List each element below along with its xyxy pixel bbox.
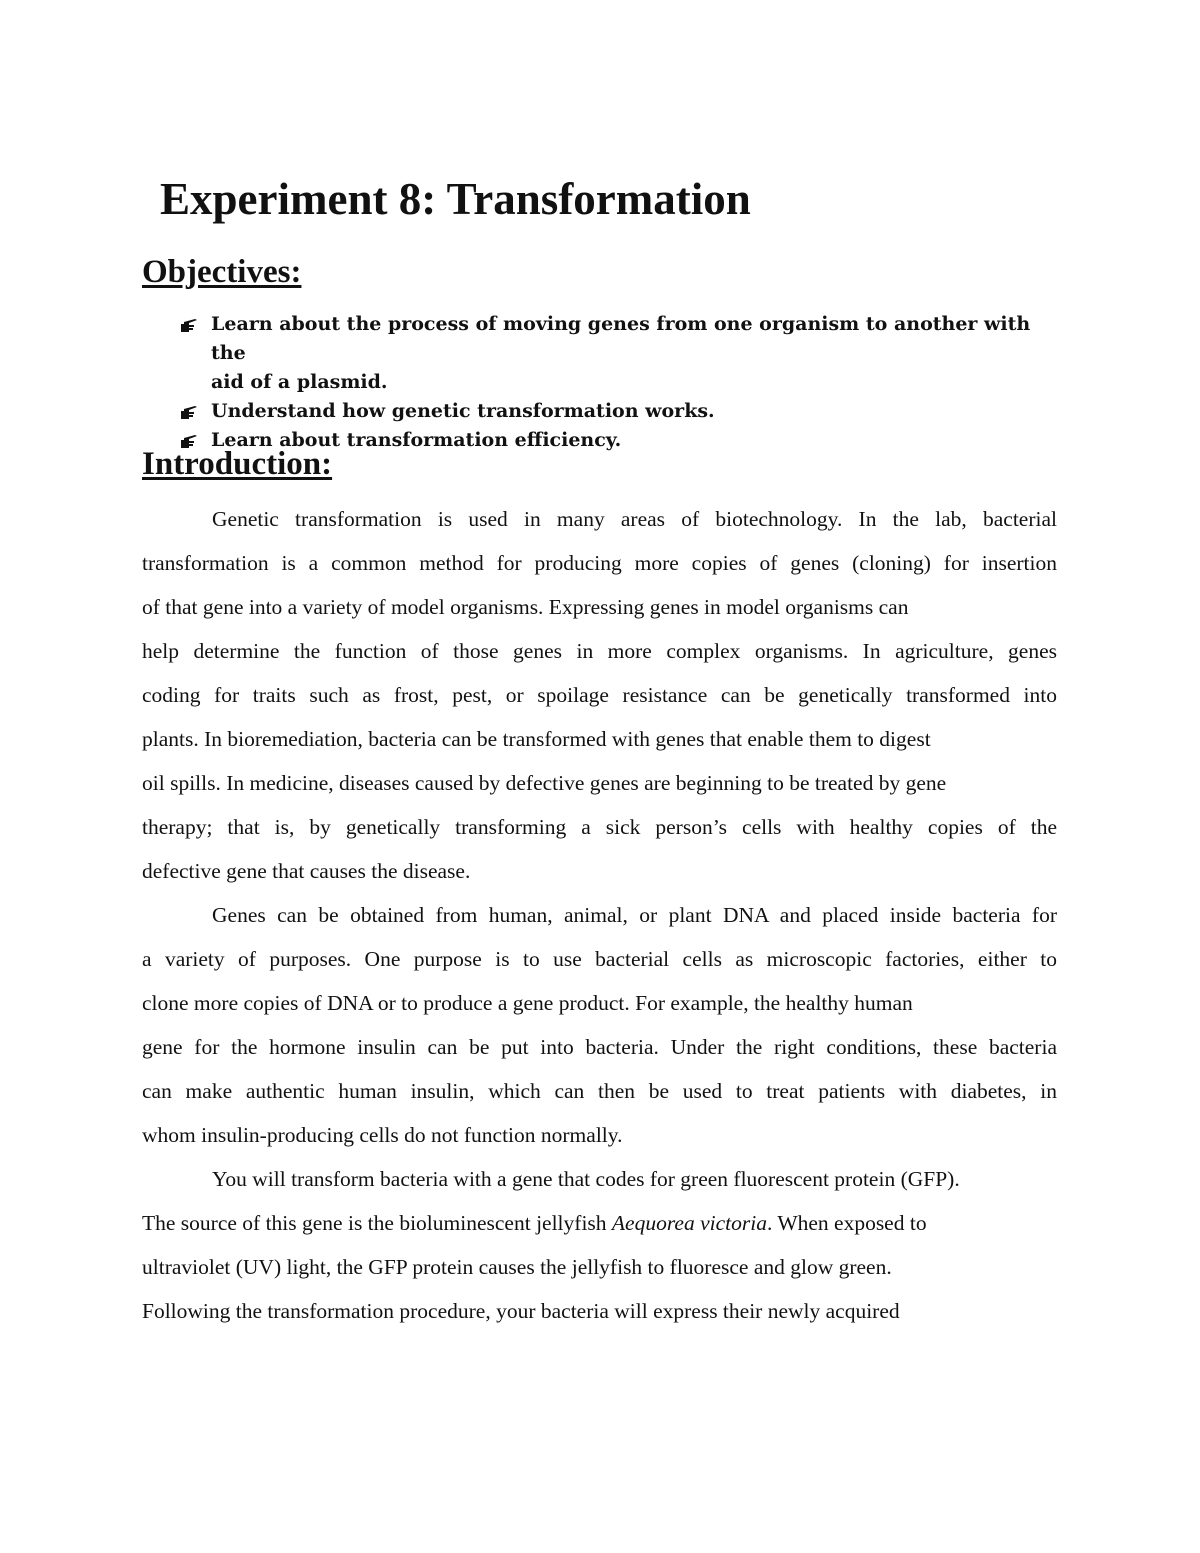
- pointing-hand-icon: [180, 317, 198, 333]
- text-line: whom insulin-producing cells do not function normally.: [142, 1123, 623, 1147]
- page-title: Experiment 8: Transformation: [160, 174, 751, 224]
- text-line: transformation is a common method for producing more copies of genes (cloning) for insertion: [142, 551, 1057, 575]
- text-line: clone more copies of DNA or to produce a gene product. For example, the healthy human: [142, 991, 913, 1015]
- objectives-heading: Objectives:: [142, 254, 302, 290]
- introduction-body: [142, 497, 1057, 1333]
- text-line: You will transform bacteria with a gene that codes for green fluorescent protein (GFP).: [212, 1167, 960, 1191]
- objective-item: [180, 397, 1060, 426]
- text-line: Genetic transformation is used in many areas of biotechnology. In the lab, bacterial: [212, 507, 1057, 531]
- paragraph-3: [142, 1157, 1057, 1333]
- objective-text: Understand how genetic transformation works.: [211, 400, 715, 422]
- species-name: Aequorea victoria: [611, 1211, 767, 1235]
- text-line: help determine the function of those genes in more complex organisms. In agriculture, genes: [142, 639, 1057, 663]
- objective-text-continued: aid of a plasmid.: [211, 371, 388, 393]
- text-line: ultraviolet (UV) light, the GFP protein causes the jellyfish to fluoresce and glow green.: [142, 1255, 892, 1279]
- text-line: therapy; that is, by genetically transforming a sick person’s cells with healthy copies of the: [142, 815, 1057, 839]
- paragraph-2: [142, 893, 1057, 1157]
- text-line: Following the transformation procedure, your bacteria will express their newly acquired: [142, 1299, 900, 1323]
- text-line: gene for the hormone insulin can be put into bacteria. Under the right conditions, these bacteria: [142, 1035, 1057, 1059]
- text-line: a variety of purposes. One purpose is to use bacterial cells as microscopic factories, either to: [142, 947, 1057, 971]
- paragraph-1: [142, 497, 1057, 893]
- text-line: Genes can be obtained from human, animal, or plant DNA and placed inside bacteria for: [212, 903, 1057, 927]
- objective-text: Learn about transformation efficiency.: [211, 429, 622, 451]
- pointing-hand-icon: [180, 404, 198, 420]
- introduction-heading: Introduction:: [142, 446, 333, 482]
- text-segment: . When exposed to: [766, 1211, 927, 1235]
- text-line: defective gene that causes the disease.: [142, 859, 471, 883]
- text-segment: The source of this gene is the bioluminescent jellyfish: [142, 1211, 612, 1235]
- text-line: oil spills. In medicine, diseases caused by defective genes are beginning to be treated by gene: [142, 771, 947, 795]
- text-line: of that gene into a variety of model organisms. Expressing genes in model organisms can: [142, 595, 909, 619]
- objectives-list: [180, 310, 1060, 455]
- objective-item: [180, 310, 1060, 397]
- text-line: [142, 1201, 1057, 1245]
- objective-text: Learn about the process of moving genes from one organism to another with the: [211, 313, 1031, 364]
- text-line: coding for traits such as frost, pest, or spoilage resistance can be genetically transformed into: [142, 683, 1057, 707]
- text-line: can make authentic human insulin, which can then be used to treat patients with diabetes, in: [142, 1079, 1057, 1103]
- text-line: plants. In bioremediation, bacteria can be transformed with genes that enable them to digest: [142, 727, 931, 751]
